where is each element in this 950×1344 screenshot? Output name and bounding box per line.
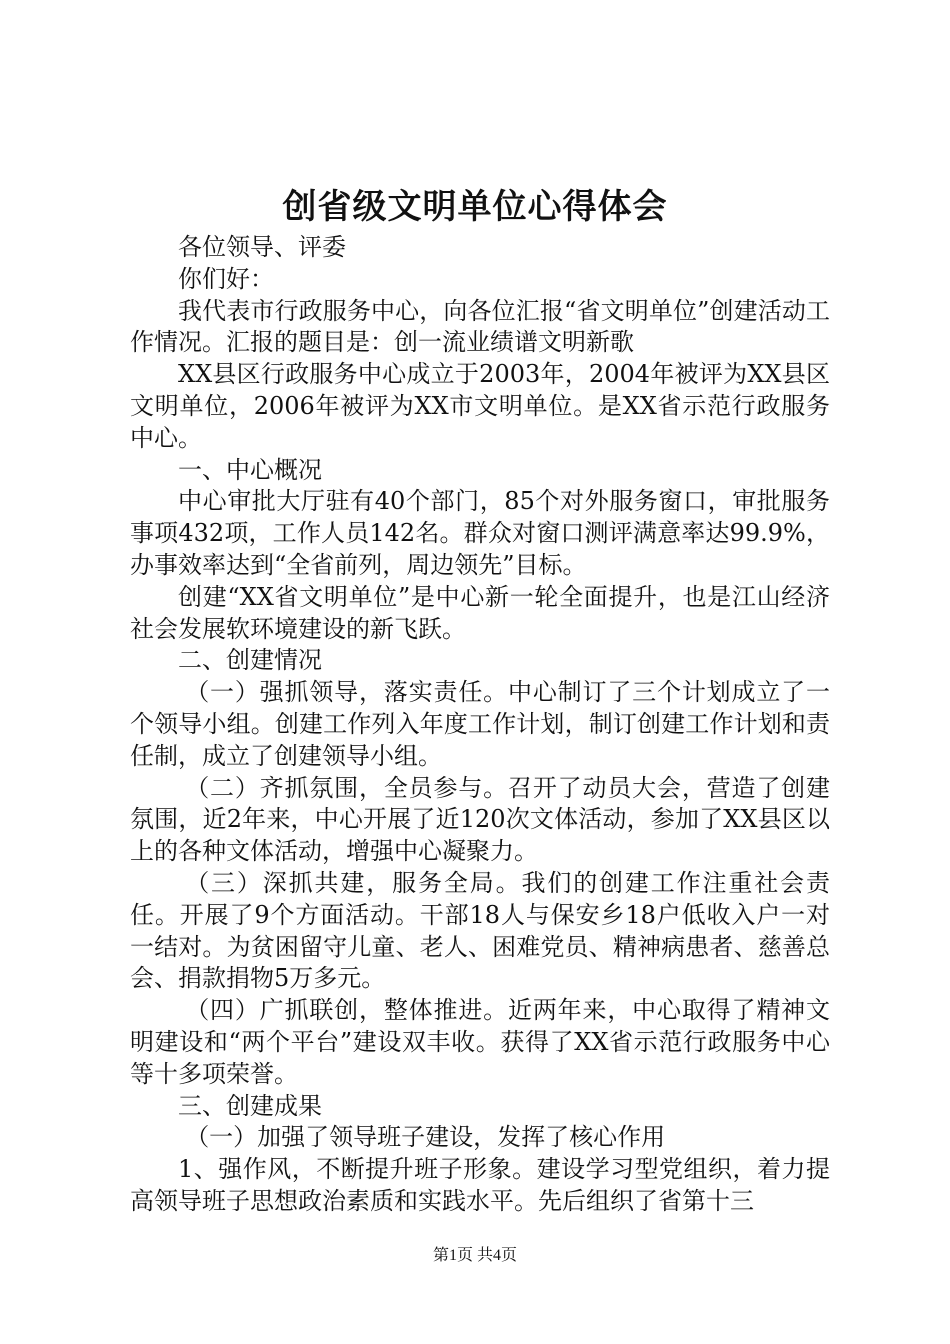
- paragraph: XX县区行政服务中心成立于2003年，2004年被评为XX县区文明单位，2006年被评为XX市文明单位。是XX省示范行政服务中心。: [130, 360, 830, 452]
- greeting: 你们好：: [178, 264, 274, 293]
- section-heading: 二、创建情况: [178, 646, 322, 675]
- section-heading: 一、中心概况: [178, 455, 322, 484]
- document-title: 创省级文明单位心得体会: [282, 187, 668, 227]
- paragraph: （四）广抓联创，整体推进。近两年来，中心取得了精神文明建设和“两个平台”建设双丰收。获得了XX省示范行政服务中心等十多项荣誉。: [130, 996, 830, 1088]
- section-heading: 三、创建成果: [178, 1091, 322, 1120]
- paragraph: （三）深抓共建，服务全局。我们的创建工作注重社会责任。开展了9个方面活动。干部18人与保安乡18户低收入户一对一结对。为贫困留守儿童、老人、困难党员、精神病患者、慈善总会、捐款捐物5万多元。: [130, 868, 830, 993]
- paragraph: 创建“XX省文明单位”是中心新一轮全面提升，也是江山经济社会发展软环境建设的新飞跃。: [130, 582, 830, 643]
- subsection-heading: （一）加强了领导班子建设，发挥了核心作用: [185, 1123, 666, 1152]
- paragraph: 中心审批大厅驻有40个部门，85个对外服务窗口，审批服务事项432项，工作人员142名。群众对窗口测评满意率达99.9%，办事效率达到“全省前列，周边领先”目标。: [130, 487, 830, 579]
- paragraph: 我代表市行政服务中心，向各位汇报“省文明单位”创建活动工作情况。汇报的题目是：创一流业绩谱文明新歌: [130, 296, 830, 357]
- paragraph: 1、强作风，不断提升班子形象。建设学习型党组织，着力提高领导班子思想政治素质和实践水平。先后组织了省第十三: [130, 1155, 830, 1215]
- paragraph: （一）强抓领导，落实责任。中心制订了三个计划成立了一个领导小组。创建工作列入年度工作计划，制订创建工作计划和责任制，成立了创建领导小组。: [130, 678, 830, 770]
- salutation: 各位领导、评委: [178, 233, 346, 261]
- page-footer: 第1页 共4页: [432, 1247, 517, 1264]
- document-body: [130, 232, 830, 1218]
- paragraph: （二）齐抓氛围，全员参与。召开了动员大会，营造了创建氛围，近2年来，中心开展了近120次文体活动，参加了XX县区以上的各种文体活动，增强中心凝聚力。: [130, 773, 830, 866]
